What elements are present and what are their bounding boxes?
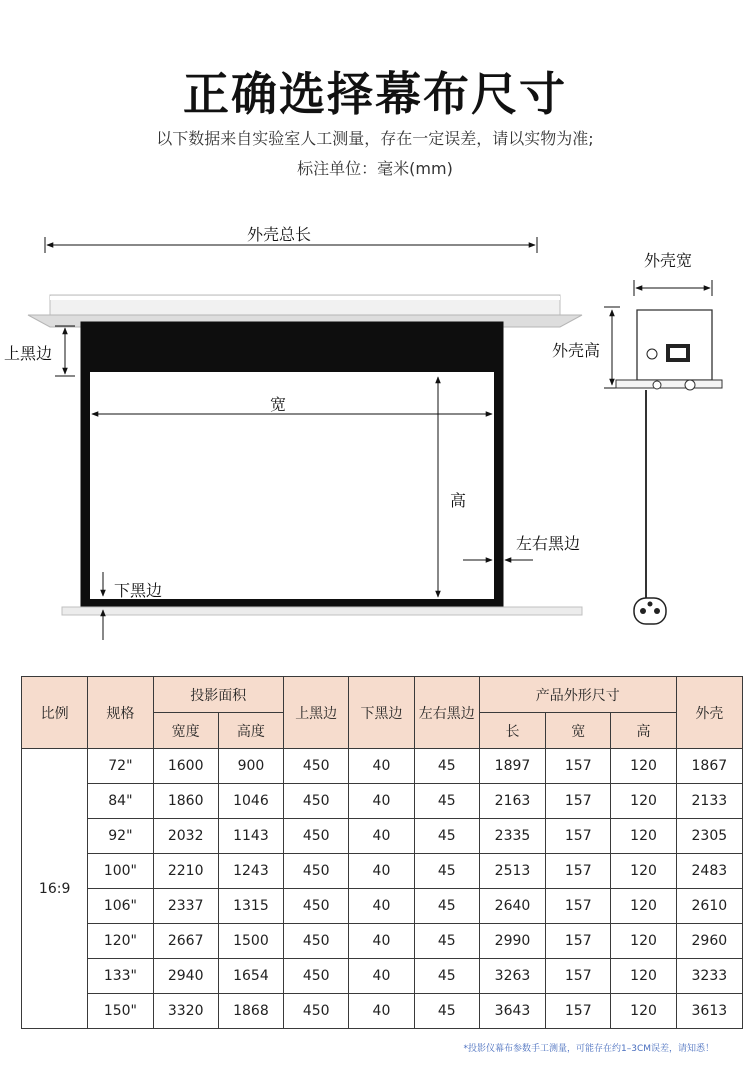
header-length: 长 [479, 713, 545, 749]
table-cell: 2610 [676, 889, 742, 924]
table-cell: 3320 [153, 994, 218, 1029]
table-cell: 120 [611, 819, 676, 854]
table-cell: 45 [414, 994, 479, 1029]
table-cell: 450 [284, 924, 349, 959]
table-cell: 45 [414, 959, 479, 994]
table-cell: 2940 [153, 959, 218, 994]
housing-height-label: 外壳高 [552, 341, 601, 360]
table-row [22, 889, 743, 924]
table-row [22, 784, 743, 819]
table-cell: 40 [349, 819, 414, 854]
table-cell: 3263 [479, 959, 545, 994]
table-cell: 133" [88, 959, 153, 994]
screen-fabric [62, 322, 582, 615]
header-product-size: 产品外形尺寸 [479, 677, 676, 713]
top-border-dimension [55, 326, 75, 376]
housing-width-label: 外壳宽 [644, 251, 693, 270]
table-cell: 1897 [479, 749, 545, 784]
table-row [22, 994, 743, 1029]
header-width: 宽度 [153, 713, 218, 749]
table-cell: 450 [284, 854, 349, 889]
header-top-border: 上黑边 [284, 677, 349, 749]
table-cell: 45 [414, 784, 479, 819]
table-cell: 45 [414, 749, 479, 784]
table-cell: 120 [611, 924, 676, 959]
table-cell: 120" [88, 924, 153, 959]
table-cell: 40 [349, 784, 414, 819]
table-cell: 120 [611, 854, 676, 889]
header-side-border: 左右黑边 [414, 677, 479, 749]
header-breadth: 宽 [546, 713, 611, 749]
total-length-label: 外壳总长 [247, 225, 312, 244]
page-title: 正确选择幕布尺寸 [183, 67, 567, 121]
spec-table-body [22, 749, 743, 1029]
table-cell: 2133 [676, 784, 742, 819]
table-cell: 72" [88, 749, 153, 784]
housing-side-view [604, 280, 722, 624]
table-cell: 40 [349, 959, 414, 994]
table-cell: 450 [284, 749, 349, 784]
table-cell: 2032 [153, 819, 218, 854]
table-cell: 157 [546, 959, 611, 994]
table-cell: 157 [546, 784, 611, 819]
table-cell: 1046 [218, 784, 283, 819]
table-cell: 45 [414, 889, 479, 924]
spec-table [21, 676, 743, 1029]
table-cell: 450 [284, 889, 349, 924]
table-cell: 1315 [218, 889, 283, 924]
table-cell: 3613 [676, 994, 742, 1029]
table-row [22, 854, 743, 889]
table-cell: 40 [349, 749, 414, 784]
table-cell: 1868 [218, 994, 283, 1029]
header-tall: 高 [611, 713, 676, 749]
table-cell: 450 [284, 994, 349, 1029]
table-cell: 2305 [676, 819, 742, 854]
table-cell: 3643 [479, 994, 545, 1029]
table-cell: 106" [88, 889, 153, 924]
table-cell: 157 [546, 994, 611, 1029]
table-cell: 45 [414, 924, 479, 959]
table-cell: 84" [88, 784, 153, 819]
table-cell: 157 [546, 819, 611, 854]
table-cell: 1243 [218, 854, 283, 889]
table-cell: 40 [349, 924, 414, 959]
header-projection-area: 投影面积 [153, 677, 284, 713]
table-cell: 450 [284, 819, 349, 854]
footnote: *投影仪幕布参数手工测量，可能存在约1–3CM误差，请知悉！ [463, 1044, 714, 1054]
table-cell: 40 [349, 889, 414, 924]
table-row [22, 749, 743, 784]
table-cell: 157 [546, 889, 611, 924]
top-border-label: 上黑边 [4, 344, 53, 363]
width-label: 宽 [270, 395, 287, 414]
table-cell: 100" [88, 854, 153, 889]
table-cell: 2163 [479, 784, 545, 819]
table-cell: 2513 [479, 854, 545, 889]
unit-note: 标注单位：毫米(mm) [297, 159, 453, 178]
table-cell: 120 [611, 889, 676, 924]
table-cell: 1143 [218, 819, 283, 854]
table-cell: 1600 [153, 749, 218, 784]
header-housing: 外壳 [676, 677, 742, 749]
table-cell: 1654 [218, 959, 283, 994]
header-spec: 规格 [88, 677, 153, 749]
table-cell: 2640 [479, 889, 545, 924]
table-cell: 92" [88, 819, 153, 854]
table-cell: 1500 [218, 924, 283, 959]
table-cell: 450 [284, 959, 349, 994]
bottom-border-label: 下黑边 [114, 581, 163, 600]
table-cell: 120 [611, 749, 676, 784]
table-cell: 120 [611, 994, 676, 1029]
table-cell: 3233 [676, 959, 742, 994]
header-height: 高度 [218, 713, 283, 749]
table-cell: 1860 [153, 784, 218, 819]
table-cell: 157 [546, 854, 611, 889]
side-border-label: 左右黑边 [516, 534, 581, 553]
header-ratio: 比例 [22, 677, 88, 749]
table-cell: 157 [546, 749, 611, 784]
table-cell: 2337 [153, 889, 218, 924]
ratio-cell: 16:9 [22, 749, 88, 1029]
height-label: 高 [450, 491, 467, 510]
table-cell: 157 [546, 924, 611, 959]
header-bottom-border: 下黑边 [349, 677, 414, 749]
table-cell: 450 [284, 784, 349, 819]
table-cell: 45 [414, 854, 479, 889]
table-cell: 40 [349, 854, 414, 889]
table-cell: 1867 [676, 749, 742, 784]
table-cell: 120 [611, 784, 676, 819]
table-cell: 2483 [676, 854, 742, 889]
table-cell: 2335 [479, 819, 545, 854]
table-cell: 2667 [153, 924, 218, 959]
disclaimer-text: 以下数据来自实验室人工测量，存在一定误差，请以实物为准; [156, 129, 594, 148]
table-cell: 2210 [153, 854, 218, 889]
table-cell: 900 [218, 749, 283, 784]
table-cell: 120 [611, 959, 676, 994]
table-cell: 2960 [676, 924, 742, 959]
table-row [22, 819, 743, 854]
table-cell: 40 [349, 994, 414, 1029]
table-row [22, 924, 743, 959]
table-row [22, 959, 743, 994]
table-cell: 45 [414, 819, 479, 854]
table-cell: 2990 [479, 924, 545, 959]
table-cell: 150" [88, 994, 153, 1029]
